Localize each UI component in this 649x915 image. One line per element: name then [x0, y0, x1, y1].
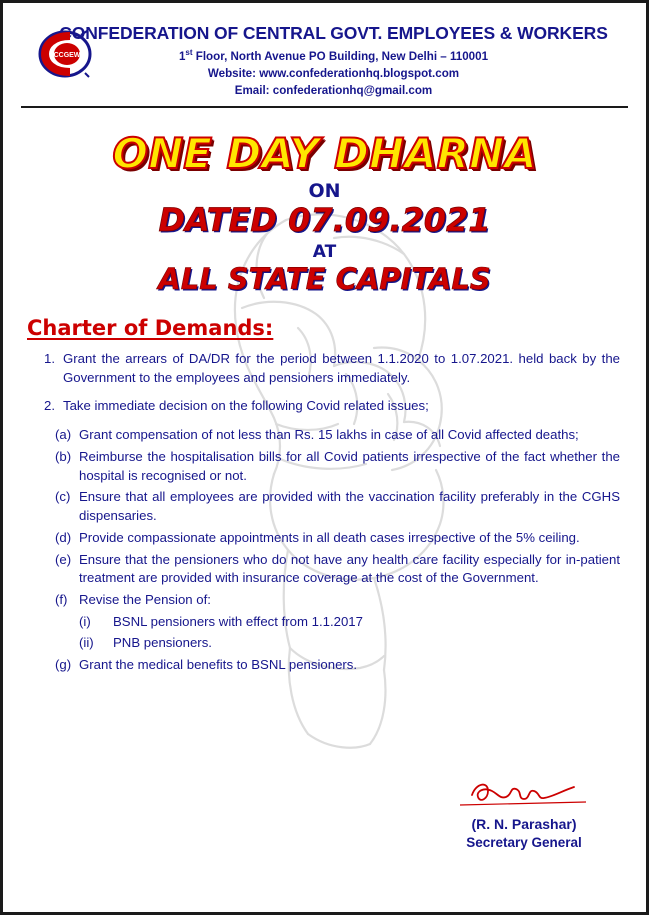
handwritten-signature-icon: [454, 775, 594, 809]
sub-demand-label: (f): [55, 592, 68, 608]
demand-item: [33, 350, 620, 387]
signatory-name: (R. N. Parashar): [471, 816, 577, 832]
sub-demand-label: (g): [55, 657, 72, 673]
demand-number: 1.: [44, 350, 55, 366]
sub-demand-item: [55, 591, 620, 610]
charter-of-demands-heading: Charter of Demands:: [27, 315, 274, 340]
organization-name: CONFEDERATION OF CENTRAL GOVT. EMPLOYEES & WORKERS: [59, 23, 608, 43]
demand-text: Grant the arrears of DA/DR for the period between 1.1.2020 to 1.07.2021. held back by the Government to the employees and pensioners immediately.: [63, 350, 620, 385]
charter-body: [33, 350, 620, 675]
signatory-role: Secretary General: [466, 835, 582, 850]
sub-demand-label: (e): [55, 551, 72, 567]
sub-demand-label: (a): [55, 427, 72, 443]
signature-block: [454, 775, 594, 850]
roman-text: PNB pensioners.: [113, 634, 212, 650]
sub-demand-text: Revise the Pension of:: [79, 592, 211, 608]
roman-label: (ii): [79, 634, 94, 650]
sub-demand-text: Provide compassionate appointments in all death cases irrespective of the 5% ceiling.: [79, 529, 580, 545]
event-at-label: AT: [312, 241, 337, 262]
sub-demand-text: Ensure that the pensioners who do not have any health care facility especially for in-patient treatment are provided with insurance coverage at the cost of the Government.: [79, 551, 620, 586]
sub-demand-label: (d): [55, 529, 72, 545]
roman-sub-item: [79, 613, 620, 632]
sub-demand-label: (c): [55, 489, 71, 505]
letterhead: [3, 3, 646, 116]
address-rest: Floor, North Avenue PO Building, New Delhi – 110001: [192, 49, 489, 63]
sub-demand-item: [55, 529, 620, 548]
header-divider: [21, 106, 628, 108]
sub-demand-text: Grant compensation of not less than Rs. 15 lakhs in case of all Covid affected deaths;: [79, 427, 579, 443]
sub-demand-item: [55, 426, 620, 445]
organization-address: [39, 48, 628, 63]
svg-text:CCGEW: CCGEW: [53, 52, 81, 59]
demand-item: [33, 397, 620, 416]
address-prefix: 1: [178, 49, 186, 63]
sub-demand-label: (b): [55, 448, 72, 464]
sub-demand-item: [55, 551, 620, 588]
sub-demand-text: Reimburse the hospitalisation bills for all Covid patients irrespective of the fact whether the hospital is recognised or not.: [79, 448, 620, 483]
event-location: ALL STATE CAPITALS: [158, 261, 491, 296]
event-title-block: [3, 128, 646, 296]
organization-logo-icon: [37, 29, 93, 79]
organization-website[interactable]: Website: www.confederationhq.blogspot.com: [207, 66, 460, 80]
event-headline: ONE DAY DHARNA: [112, 128, 537, 178]
organization-email[interactable]: Email: confederationhq@gmail.com: [234, 83, 433, 97]
event-date: DATED 07.09.2021: [158, 200, 491, 239]
roman-label: (i): [79, 613, 91, 629]
roman-sub-item: [79, 634, 620, 653]
sub-demand-item: [55, 488, 620, 525]
sub-demand-text: Grant the medical benefits to BSNL pensioners.: [79, 657, 358, 673]
event-on-label: ON: [308, 179, 341, 202]
sub-demand-text: Ensure that all employees are provided with the vaccination facility preferably in the CGHS dispensaries.: [79, 489, 620, 524]
demand-text: Take immediate decision on the following Covid related issues;: [63, 398, 429, 414]
sub-demand-item: [55, 448, 620, 485]
address-ordinal-suffix: st: [185, 48, 193, 57]
sub-demand-item: [55, 656, 620, 675]
demand-number: 2.: [44, 398, 55, 414]
roman-text: BSNL pensioners with effect from 1.1.2017: [113, 613, 363, 629]
